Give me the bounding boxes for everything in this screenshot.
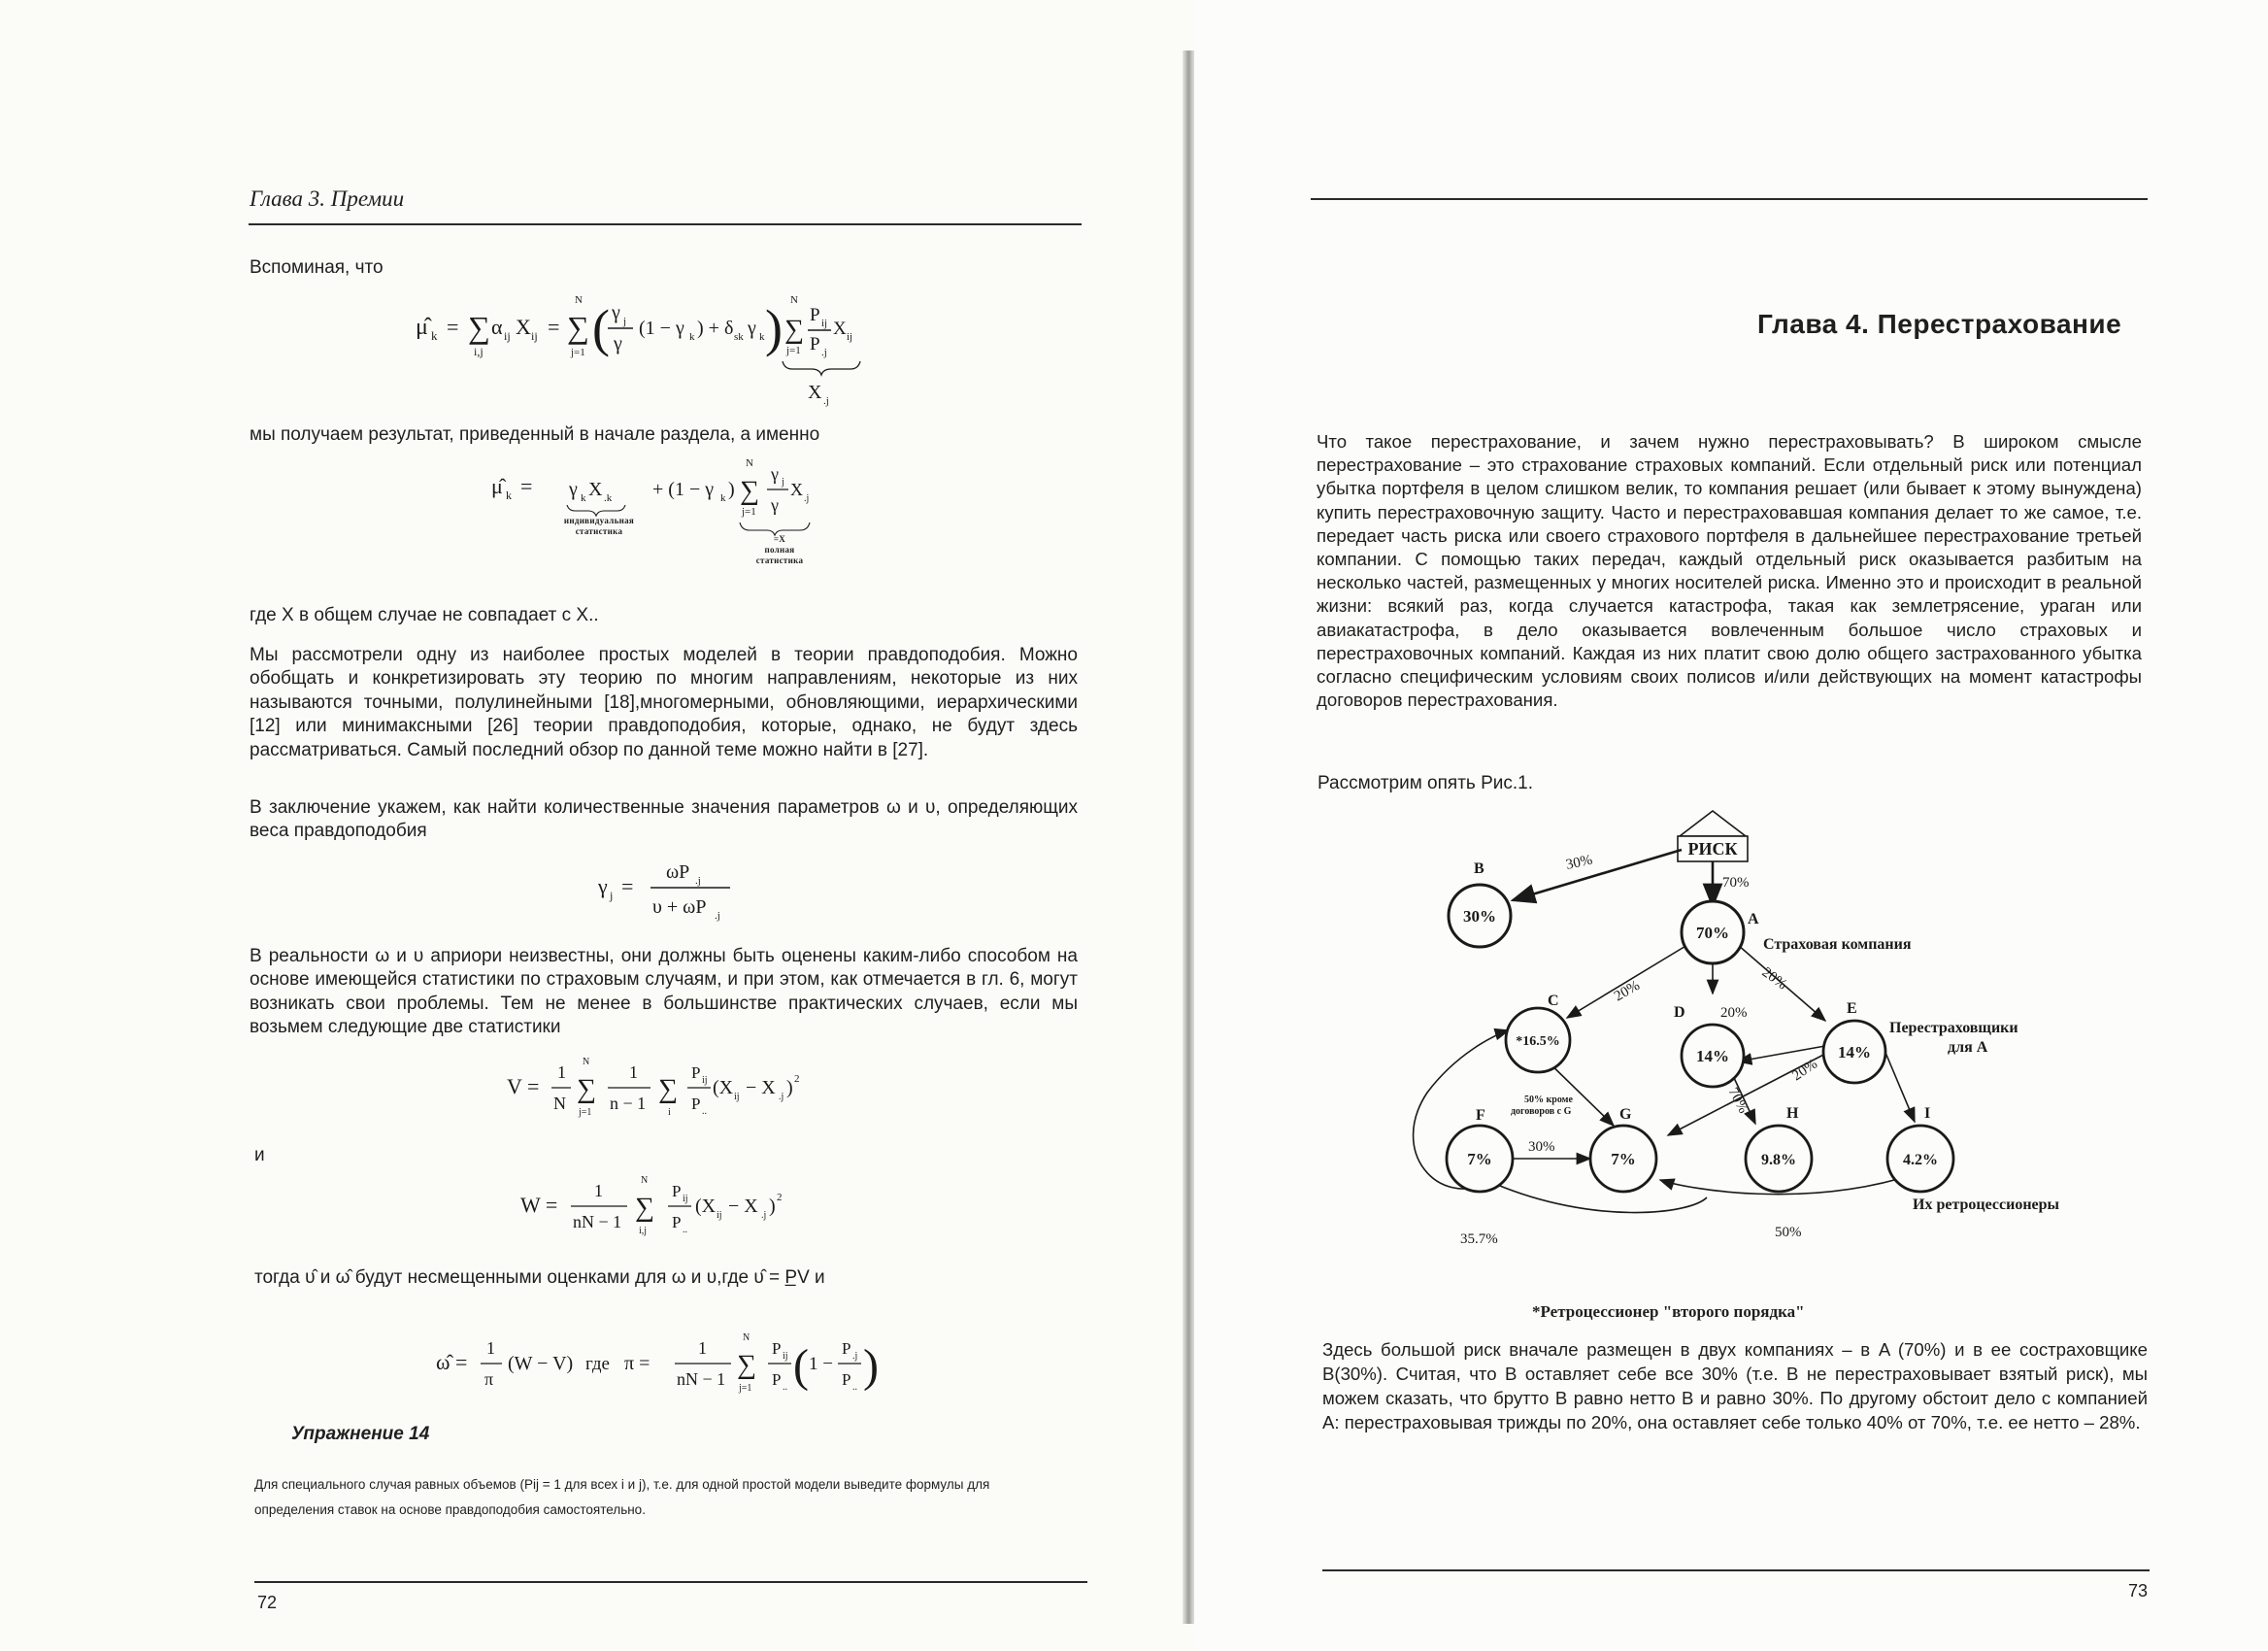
svg-text:P: P — [842, 1339, 851, 1358]
svg-text:nN − 1: nN − 1 — [573, 1212, 622, 1231]
svg-text:ij: ij — [734, 1092, 740, 1102]
svg-text:=: = — [447, 315, 459, 339]
svg-text:k: k — [581, 492, 586, 504]
svg-text:1: 1 — [698, 1338, 707, 1358]
running-head: Глава 3. Премии — [250, 186, 405, 211]
svg-text:.j: .j — [695, 875, 701, 887]
caption-individual-line1: индивидуальная — [563, 516, 635, 525]
paragraph-models: Мы рассмотрели одну из наиболее простых моделей в теории правдоподобия. Можно обобщать и конкретизировать эту теорию по многим направлениям, некоторые из них называются точными, полулинейными [18],многомерными, обновляющими, иерархическими [12] или минимаксными [26] теории правдоподобия, которые, однако, не будут здесь рассматриваться. Самый последний обзор по данной теме можно найти в [27]. — [250, 645, 1078, 760]
svg-text:P: P — [691, 1063, 701, 1082]
svg-text:X: X — [790, 480, 803, 499]
svg-text:j=1: j=1 — [571, 347, 585, 358]
svg-text:): ) — [786, 1077, 793, 1098]
node-b-value: 30% — [1463, 907, 1496, 926]
node-b-letter: B — [1474, 860, 1484, 877]
node-g-value: 7% — [1611, 1150, 1636, 1168]
svg-text:k: k — [431, 328, 438, 343]
edge-label-risk-b: 30% — [1564, 852, 1594, 873]
svg-text:i,j: i,j — [474, 345, 484, 358]
edge-label-f-g: 30% — [1528, 1139, 1555, 1155]
svg-text:n − 1: n − 1 — [610, 1094, 647, 1113]
label-reinsurers-1: Перестраховщики — [1889, 1020, 2018, 1036]
svg-text:N: N — [641, 1175, 649, 1186]
svg-text:ij: ij — [821, 318, 828, 329]
svg-text:W =: W = — [520, 1193, 558, 1217]
svg-text:nN − 1: nN − 1 — [677, 1369, 726, 1389]
svg-text:− X: − X — [728, 1196, 758, 1217]
svg-text:2: 2 — [777, 1192, 783, 1203]
node-f-value: 7% — [1467, 1150, 1492, 1168]
page-number-right: 73 — [2128, 1581, 2149, 1600]
svg-text:1: 1 — [557, 1062, 566, 1082]
svg-text:μ̂: μ̂ — [491, 474, 503, 498]
caption-individual-line2: статистика — [575, 526, 623, 536]
svg-text:γ: γ — [569, 479, 578, 500]
svg-text:N: N — [743, 1332, 750, 1343]
footer-rule-right — [1322, 1569, 2150, 1571]
svg-text:P: P — [772, 1339, 782, 1358]
svg-text:): ) — [863, 1340, 879, 1392]
svg-text:..: .. — [852, 1382, 857, 1393]
svg-text:P: P — [810, 334, 820, 354]
svg-text:γ: γ — [612, 302, 620, 323]
edge-label-c-f: 35.7% — [1460, 1231, 1498, 1247]
svg-text:.j: .j — [804, 493, 810, 504]
svg-text:=: = — [520, 474, 533, 498]
svg-text:X: X — [808, 382, 822, 403]
then-text: тогда υ̂ и ω̂ будут несмещенными оценками для ω и υ,где υ̂ = P̲V и — [254, 1267, 825, 1288]
svg-text:γ: γ — [614, 333, 622, 354]
svg-text:π =: π = — [624, 1353, 650, 1374]
svg-text:..: .. — [683, 1225, 687, 1235]
svg-text:(: ( — [793, 1340, 809, 1392]
svg-text:P: P — [810, 305, 820, 325]
svg-text:k: k — [759, 331, 765, 343]
svg-text:ij: ij — [717, 1210, 722, 1221]
svg-text:): ) — [765, 299, 783, 357]
svg-text:α: α — [491, 315, 503, 339]
page-number-left: 72 — [257, 1593, 278, 1612]
svg-text:1: 1 — [594, 1181, 603, 1200]
svg-text:): ) — [728, 479, 735, 500]
formula-mu-hat-expansion — [408, 282, 932, 408]
caption-full-line3: статистика — [755, 556, 804, 565]
svg-text:.j: .j — [852, 1351, 858, 1362]
formula-v — [503, 1051, 852, 1129]
svg-text:ω̂ =: ω̂ = — [436, 1350, 468, 1374]
svg-text:.j: .j — [761, 1210, 767, 1221]
node-f-letter: F — [1476, 1107, 1485, 1124]
where-text: где X в общем случае не совпадает с X.. — [250, 605, 599, 625]
edge-risk-b — [1513, 850, 1682, 900]
svg-text:(W − V): (W − V) — [508, 1353, 574, 1374]
svg-text:k: k — [689, 331, 695, 343]
svg-text:j=1: j=1 — [579, 1107, 592, 1118]
edge-e-i — [1884, 1048, 1915, 1122]
svg-text:j: j — [623, 316, 627, 327]
svg-text:sk: sk — [734, 331, 744, 343]
label-reinsurers-2: для A — [1948, 1039, 1988, 1056]
exercise-title: Упражнение 14 — [291, 1424, 430, 1444]
svg-text:ij: ij — [531, 329, 538, 343]
edge-retro-bottom — [1495, 1184, 1707, 1213]
svg-text:X: X — [516, 315, 531, 339]
svg-text:∑: ∑ — [577, 1074, 596, 1104]
svg-text:j: j — [782, 477, 784, 488]
caption-full-stat — [746, 534, 814, 566]
node-d-letter: D — [1674, 1004, 1685, 1021]
svg-text:ij: ij — [783, 1351, 788, 1362]
figure-caption: *Ретроцессионер "второго порядка" — [1532, 1302, 1805, 1321]
edge-label-e-d: 20% — [1789, 1056, 1821, 1085]
node-a-value: 70% — [1696, 924, 1729, 942]
svg-text:i: i — [668, 1107, 671, 1118]
svg-text:..: .. — [702, 1106, 707, 1117]
see-figure-text: Рассмотрим опять Рис.1. — [1317, 773, 1533, 793]
svg-text:ωP: ωP — [666, 861, 690, 883]
after-first-formula: мы получаем результат, приведенный в начале раздела, а именно — [250, 424, 820, 445]
svg-text:γ: γ — [748, 318, 756, 339]
where-pi-word: где — [585, 1354, 610, 1374]
svg-text:1 −: 1 − — [809, 1354, 833, 1374]
svg-text:N: N — [790, 294, 798, 306]
svg-text:∑: ∑ — [567, 310, 589, 345]
svg-text:j=1: j=1 — [786, 345, 801, 356]
svg-text:− X: − X — [746, 1077, 776, 1098]
svg-text:j=1: j=1 — [739, 1383, 752, 1394]
svg-text:V =: V = — [507, 1074, 540, 1098]
and-text: и — [254, 1145, 265, 1165]
intro-text: Вспоминая, что — [250, 257, 384, 278]
svg-text:1: 1 — [486, 1338, 495, 1358]
svg-text:..: .. — [783, 1382, 787, 1393]
svg-text:k: k — [720, 492, 726, 504]
reinsurance-diagram — [1398, 801, 2155, 1258]
svg-text:j: j — [610, 889, 614, 902]
footer-rule — [254, 1581, 1087, 1583]
svg-text:∑: ∑ — [737, 1350, 756, 1380]
svg-text:∑: ∑ — [635, 1193, 654, 1223]
header-rule-right — [1311, 198, 2148, 200]
header-rule — [249, 223, 1082, 225]
note-line1: 50% кроме — [1524, 1095, 1573, 1105]
node-e-letter: E — [1847, 1000, 1857, 1017]
svg-text:γ: γ — [771, 495, 779, 515]
node-c-value: *16.5% — [1516, 1034, 1560, 1049]
svg-text:+ (1 − γ: + (1 − γ — [652, 479, 715, 500]
svg-text:π: π — [484, 1369, 494, 1389]
edge-label-a-e: 20% — [1758, 964, 1790, 994]
svg-text:=: = — [548, 315, 560, 339]
note-line2: договоров с G — [1511, 1106, 1572, 1117]
svg-text:X: X — [833, 319, 847, 339]
caption-full-line2: полная — [764, 545, 795, 555]
svg-text:ij: ij — [702, 1075, 708, 1086]
node-e-value: 14% — [1838, 1043, 1871, 1061]
svg-text:(X: (X — [695, 1196, 717, 1217]
caption-full-line1: =X — [773, 534, 786, 544]
svg-text:ij: ij — [683, 1194, 688, 1204]
svg-text:j=1: j=1 — [742, 506, 756, 518]
node-g-letter: G — [1619, 1106, 1632, 1123]
chapter-title: Глава 4. Перестрахование — [1757, 309, 2122, 339]
svg-text:2: 2 — [794, 1073, 800, 1085]
formula-omega-pi — [432, 1327, 917, 1404]
svg-text:X: X — [588, 479, 603, 500]
svg-text:.j: .j — [823, 395, 829, 407]
edge-label-a-d: 20% — [1720, 1005, 1748, 1021]
svg-text:P: P — [772, 1370, 782, 1389]
svg-text:.k: .k — [604, 492, 613, 504]
label-insurer: Страховая компания — [1763, 936, 1912, 953]
node-h-letter: H — [1786, 1105, 1799, 1122]
formula-gamma — [594, 851, 759, 928]
svg-text:γ: γ — [598, 874, 608, 898]
svg-text:P: P — [672, 1213, 682, 1231]
svg-text:υ + ωP: υ + ωP — [652, 896, 707, 918]
svg-text:.j: .j — [779, 1092, 784, 1102]
svg-text:ij: ij — [504, 329, 511, 343]
svg-text:(X: (X — [713, 1077, 734, 1098]
caption-individual-stat — [546, 516, 652, 537]
svg-text:N: N — [583, 1057, 590, 1067]
node-h-value: 9.8% — [1761, 1152, 1796, 1168]
svg-text:.j: .j — [715, 910, 720, 922]
paragraph-conclusion: В заключение укажем, как найти количественные значения параметров ω и υ, определяющих веса правдоподобия — [250, 797, 1078, 842]
paragraph-reality: В реальности ω и υ априори неизвестны, они должны быть оценены каким-либо способом на основе имеющейся статистики по страховым случаям, и при этом, как отмечается в гл. 6, могут возникать свои проблемы. Тем не менее в большинстве практических случаев, если мы возьмем следующие две статистики — [250, 946, 1078, 1038]
node-i-letter: I — [1924, 1105, 1931, 1122]
svg-text:∑: ∑ — [658, 1074, 678, 1104]
edge-label-a-c: 20% — [1612, 977, 1643, 1005]
formula-mu-hat-result — [485, 449, 874, 575]
node-d-value: 14% — [1696, 1047, 1729, 1065]
node-i-value: 4.2% — [1903, 1152, 1938, 1168]
node-c-letter: C — [1548, 993, 1559, 1009]
svg-text:): ) — [769, 1196, 776, 1217]
risk-label: РИСК — [1687, 839, 1738, 859]
svg-text:k: k — [506, 489, 512, 502]
label-retro: Их ретроцессионеры — [1913, 1196, 2060, 1213]
svg-text:μ̂: μ̂ — [416, 315, 428, 340]
paragraph-reinsurance-intro: Что такое перестрахование, и зачем нужно перестраховывать? В широком смысле перестрахование – это страхование страховых компаний. Если отдельный риск или потенциал убытка портфеля в целом слишком велик, то компания решает (или бывает к этому вынуждена) купить перестраховочную защиту. Часто и перестраховавшая компания делает то же самое, т.е. передает часть риска или своего страхового портфеля в дальнейшее перестрахование третьей компании. С помощью таких передач, каждый отдельный риск оказывается разбитым на несколько частей, размещенных у многих носителей риска. Именно это и происходит в реальной жизни: всякий раз, когда случается катастрофа, такая как землетрясение, ураган или авиакатастрофа, в дело оказывается вовлеченным большое число страховых и перестраховочных компаний. Каждая из них платит свою долю общего застрахованного убытка согласно специфическим условиям своих полисов и/или действующих на момент катастрофы договоров перестрахования. — [1317, 431, 2142, 711]
svg-text:∑: ∑ — [740, 476, 759, 506]
svg-text:P: P — [691, 1095, 701, 1113]
svg-text:) + δ: ) + δ — [697, 318, 734, 339]
svg-text:N: N — [746, 457, 753, 469]
svg-text:N: N — [553, 1094, 566, 1113]
formula-w — [517, 1169, 847, 1247]
svg-text:(1 − γ: (1 − γ — [639, 318, 684, 339]
svg-text:∑: ∑ — [784, 315, 804, 345]
exercise-text: Для специального случая равных объемов (Pij = 1 для всех i и j), т.е. для одной простой модели выведите формулы для определения ставок на основе правдоподобия самостоятельно. — [254, 1477, 990, 1517]
svg-text:.j: .j — [821, 347, 827, 358]
edge-label-i-g: 50% — [1775, 1225, 1802, 1240]
edge-label-d-h: 70% — [1724, 1085, 1751, 1117]
svg-text:(: ( — [592, 299, 610, 357]
paragraph-after-figure: Здесь большой риск вначале размещен в двух компаниях – в A (70%) и в ее состраховщике B(30%). Считая, что B оставляет себе все 30% (т.е. B не перестраховывает взятый риск), мы можем сказать, что брутто B равно нетто B и равно 30%. По другому обстоит дело с компанией A: перестраховывая трижды по 20%, она оставляет себе только 40% от 70%, т.е. ее нетто – 28%. — [1322, 1339, 2148, 1432]
svg-text:=: = — [621, 874, 634, 898]
svg-text:∑: ∑ — [468, 310, 490, 345]
svg-text:ij: ij — [847, 331, 853, 343]
svg-text:P: P — [672, 1182, 682, 1200]
svg-text:P: P — [842, 1370, 851, 1389]
svg-text:N: N — [575, 294, 583, 306]
node-a-letter: A — [1748, 911, 1759, 927]
svg-text:i,j: i,j — [639, 1226, 648, 1236]
risk-roof — [1680, 811, 1746, 836]
svg-text:γ: γ — [771, 464, 779, 484]
svg-text:1: 1 — [629, 1062, 638, 1082]
edge-label-risk-a: 70% — [1722, 875, 1750, 891]
